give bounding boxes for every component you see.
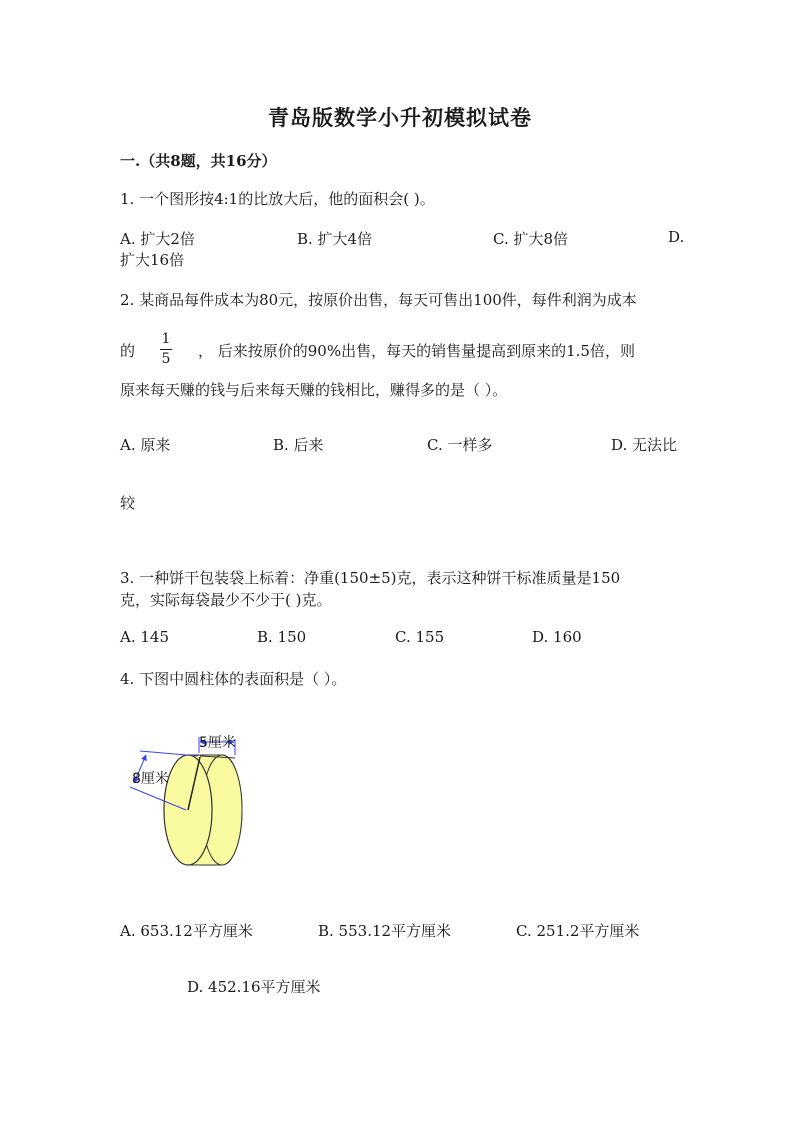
- q2-option-d-continued: 较: [120, 494, 136, 512]
- q1-option-a[interactable]: A. 扩大2倍: [120, 230, 195, 248]
- fraction-bar: [160, 349, 172, 350]
- q3-option-c[interactable]: C. 155: [395, 628, 445, 646]
- question-2-line-2: ， 后来按原价的90%出售，每天的销售量提高到原来的1.5倍，则: [198, 342, 635, 360]
- cylinder-shape: [164, 755, 242, 865]
- q2-option-d[interactable]: D. 无法比: [611, 436, 678, 454]
- question-2-line-1: 2. 某商品每件成本为80元，按原价出售，每天可售出100件，每件利润为成本: [120, 291, 637, 309]
- q3-option-d[interactable]: D. 160: [532, 628, 582, 646]
- q1-option-d-continued: 扩大16倍: [120, 251, 185, 269]
- question-2-line-3: 原来每天赚的钱与后来每天赚的钱相比，赚得多的是（ ）。: [120, 381, 508, 399]
- q4-option-d[interactable]: D. 452.16平方厘米: [187, 978, 321, 996]
- radius-label: 5厘米: [199, 735, 236, 751]
- cylinder-figure: [120, 725, 260, 875]
- q2-option-c[interactable]: C. 一样多: [427, 436, 493, 454]
- question-3-line-1: 3. 一种饼干包装袋上标着：净重(150±5)克，表示这种饼干标准质量是150: [120, 569, 621, 587]
- question-3-line-2: 克，实际每袋最少不少于( )克。: [120, 591, 332, 609]
- q1-option-d[interactable]: D.: [668, 228, 685, 246]
- q4-option-b[interactable]: B. 553.12平方厘米: [318, 922, 452, 940]
- q3-option-b[interactable]: B. 150: [257, 628, 307, 646]
- q2-option-b[interactable]: B. 后来: [273, 436, 324, 454]
- q2-option-a[interactable]: A. 原来: [120, 436, 171, 454]
- question-4-stem: 4. 下图中圆柱体的表面积是（ ）。: [120, 670, 347, 688]
- fraction-denominator: 5: [161, 351, 171, 367]
- q4-option-c[interactable]: C. 251.2平方厘米: [516, 922, 640, 940]
- height-label: 8厘米: [132, 771, 169, 787]
- page-title: 青岛版数学小升初模拟试卷: [268, 105, 532, 130]
- question-1-stem: 1. 一个图形按4:1的比放大后，他的面积会( )。: [120, 190, 435, 208]
- section-heading: 一.（共8题，共16分）: [120, 152, 277, 170]
- q1-option-c[interactable]: C. 扩大8倍: [493, 230, 569, 248]
- question-2-line-2-prefix: 的: [120, 342, 136, 360]
- q3-option-a[interactable]: A. 145: [120, 628, 169, 646]
- fraction-one-fifth: [160, 332, 172, 367]
- q1-option-b[interactable]: B. 扩大4倍: [297, 230, 373, 248]
- fraction-numerator: 1: [161, 331, 171, 347]
- q4-option-a[interactable]: A. 653.12平方厘米: [120, 922, 253, 940]
